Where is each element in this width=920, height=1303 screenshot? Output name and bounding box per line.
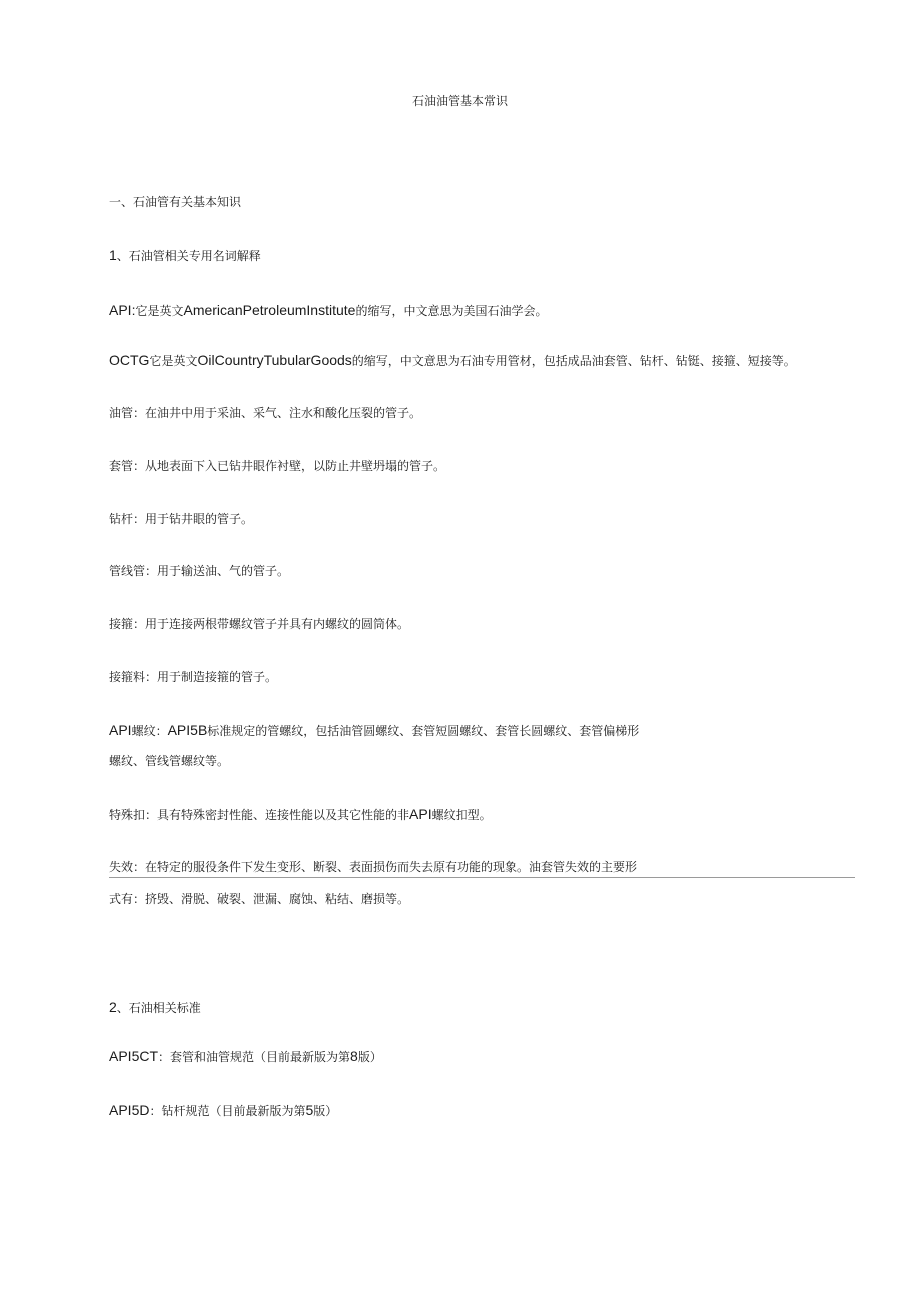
subsection-label: 、石油管相关专用名词解释 (116, 249, 261, 263)
definition-api-thread-cont: 螺纹、管线管螺纹等。 (109, 754, 230, 768)
definition-text: 标准规定的管螺纹，包括油管圆螺纹、套管短圆螺纹、套管长圆螺纹、套管偏梯形 (207, 724, 640, 738)
subsection-label: 、石油相关标准 (116, 1001, 201, 1015)
term: API: (109, 302, 136, 318)
standard-text: ：钻杆规范（目前最新版为第 (149, 1104, 306, 1118)
definition-coupling-stock: 接箍料：用于制造接箍的管子。 (109, 670, 278, 684)
definition-text: 的缩写，中文意思为美国石油学会。 (355, 304, 548, 318)
definition-text: 特殊扣：具有特殊密封性能、连接性能以及其它性能的非 (109, 808, 410, 822)
subsection-number: 1 (109, 247, 117, 263)
term: API (409, 806, 432, 822)
standard-code: API5B (167, 722, 208, 738)
definition-suffix: 螺纹扣型。 (431, 808, 492, 822)
definition-coupling: 接箍：用于连接两根带螺纹管子并具有内螺纹的圆筒体。 (109, 617, 410, 631)
standard-api5d (109, 1102, 337, 1119)
definition-prefix: 它是英文 (149, 354, 198, 368)
divider (109, 877, 855, 878)
definition-api-thread (109, 722, 639, 739)
standard-suffix: 版） (357, 1050, 382, 1064)
subsection-heading-terms (109, 247, 261, 264)
definition-prefix: 它是英文 (135, 304, 184, 318)
definition-failure: 失效：在特定的服役条件下发生变形、断裂、表面损伤而失去原有功能的现象。油套管失效的主要形 (109, 860, 638, 874)
term: API (109, 722, 132, 738)
edition-number: 8 (350, 1048, 358, 1064)
definition-prefix: 螺纹： (131, 724, 168, 738)
definition-casing: 套管：从地表面下入已钻井眼作衬壁，以防止井壁坍塌的管子。 (109, 459, 446, 473)
edition-number: 5 (305, 1102, 314, 1118)
definition-line-pipe: 管线管：用于输送油、气的管子。 (109, 564, 290, 578)
definition-api (109, 302, 547, 319)
definition-failure-cont: 式有：挤毁、滑脱、破裂、泄漏、腐蚀、粘结、磨损等。 (109, 892, 410, 906)
subsection-heading-standards (109, 999, 201, 1016)
english-name: OilCountryTubularGoods (197, 352, 352, 368)
section-heading: 一、石油管有关基本知识 (109, 195, 242, 209)
standard-text: ：套管和油管规范（目前最新版为第 (158, 1050, 351, 1064)
definition-drill-pipe: 钻杆：用于钻井眼的管子。 (109, 512, 254, 526)
page-title: 石油油管基本常识 (411, 94, 508, 108)
standard-api5ct (109, 1048, 382, 1065)
subsection-number: 2 (109, 999, 117, 1015)
definition-tubing: 油管：在油井中用于采油、采气、注水和酸化压裂的管子。 (109, 406, 422, 420)
term: OCTG (109, 352, 150, 368)
definition-premium-connection (109, 806, 492, 823)
definition-octg (109, 352, 796, 369)
definition-text: 的缩写，中文意思为石油专用管材，包括成品油套管、钻杆、钻铤、接箍、短接等。 (351, 354, 796, 368)
standard-code: API5D (109, 1102, 150, 1118)
standard-code: API5CT (109, 1048, 159, 1064)
english-name: AmericanPetroleumInstitute (183, 302, 356, 318)
standard-suffix: 版） (313, 1104, 338, 1118)
